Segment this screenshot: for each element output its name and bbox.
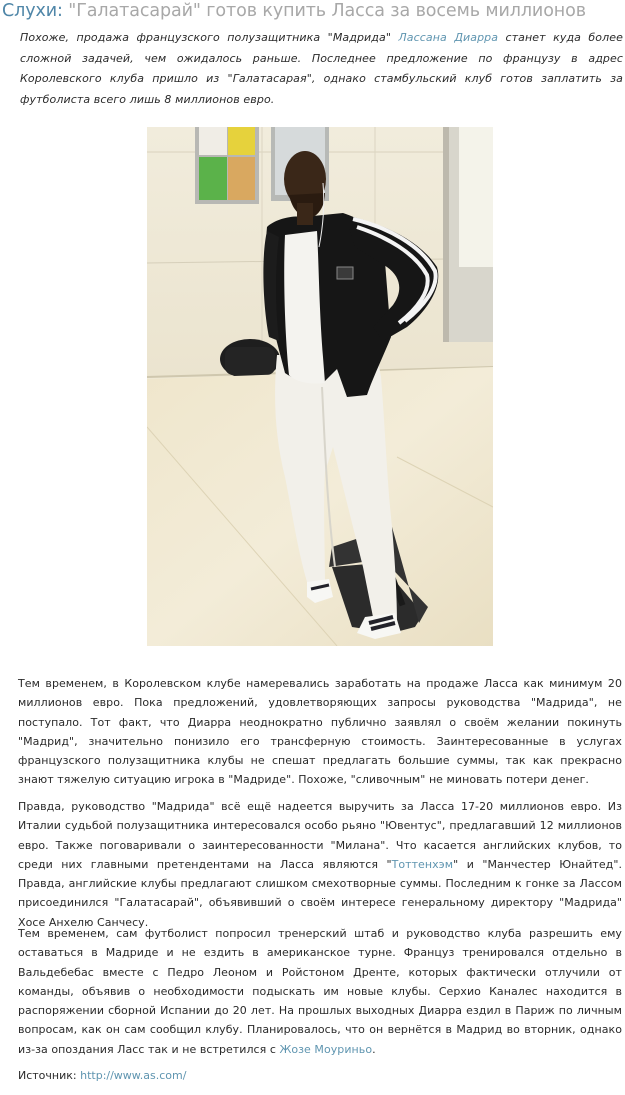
source-label: Источник:	[18, 1069, 81, 1082]
article-photo	[147, 127, 493, 646]
source-link[interactable]: http://www.as.com/	[80, 1069, 187, 1082]
category-label[interactable]: Слухи	[2, 1, 57, 21]
tottenham-link[interactable]: Тоттенхэм	[391, 857, 454, 871]
article-paragraph-1	[18, 674, 622, 790]
paragraph-text-1: Тем временем, сам футболист попросил тренерский штаб и руководство клуба разрешить ему оставаться в Мадриде и не ездить в американское турне. Француз тренировался отдельно в Вальдебебас вместе с Педро Леоном и Ройстоном Дренте, которых фактически отлучили от команды, объявив о необходимости подыскать им новые клубы. Серхио Каналес находится в распоряжении сборной Испании до 20 лет. На прошлых выходных Диарра ездил в Париж по личным вопросам, как он сам сообщил клубу. Планировалось, что он вернётся в Мадрид во вторник, однако из-за опоздания Ласс так и не встретился с	[18, 927, 622, 1056]
paragraph-text-2: " и "Манчестер Юнайтед". Правда, английские клубы предлагают слишком смехотворные суммы. Последним к гонке за Лассом присоединился "Галатасарай", объявивший о своём интересе генеральному директору "Мадрида" Хосе Анхелю Санчесу.	[18, 857, 622, 929]
article-paragraph-3	[18, 924, 622, 1059]
article-source	[18, 1068, 186, 1084]
mourinho-link[interactable]: Жозе Моуриньо	[279, 1042, 373, 1056]
lead-text-2: станет куда более сложной задачей, чем ожидалось раньше. Последнее предложение по французу в адрес Королевского клуба пришло из "Галатасарая", однако стамбульский клуб готов заплатить за футболиста всего лишь 8 миллионов евро.	[20, 31, 623, 106]
lead-text-1: Похоже, продажа французского полузащитника "Мадрида"	[20, 31, 399, 44]
player-link[interactable]: Лассана Диарра	[398, 31, 499, 44]
category-separator: :	[57, 1, 63, 21]
article-paragraph-2	[18, 797, 622, 932]
paragraph-text-1: Правда, руководство "Мадрида" всё ещё надеется выручить за Ласса 17-20 миллионов евро. Из Италии судьбой полузащитника интересовался особо рьяно "Ювентус", предлагавший 12 миллионов евро. Также поговаривали о заинтересованности "Милана". Что касается английских клубов, то среди них главными претендентами на Ласса являются "	[18, 800, 622, 871]
article-title	[2, 0, 586, 22]
paragraph-text-2: .	[372, 1042, 376, 1056]
article-lead	[20, 28, 623, 110]
paragraph-text: Тем временем, в Королевском клубе намеревались заработать на продаже Ласса как минимум 20 миллионов евро. Пока предложений, удовлетворяющих запросы руководства "Мадрида", не поступало. Тот факт, что Диарра неоднократно публично заявлял о своём желании покинуть "Мадрид", значительно понизило его трансферную стоимость. Заинтересованные в услугах французского полузащитника клубы не спешат предлагать большие суммы, так как прекрасно знают тяжелую ситуацию игрока в "Мадриде". Похоже, "сливочным" не миновать потери денег.	[18, 677, 622, 787]
headline-text: "Галатасарай" готов купить Ласса за восемь миллионов	[62, 1, 586, 21]
